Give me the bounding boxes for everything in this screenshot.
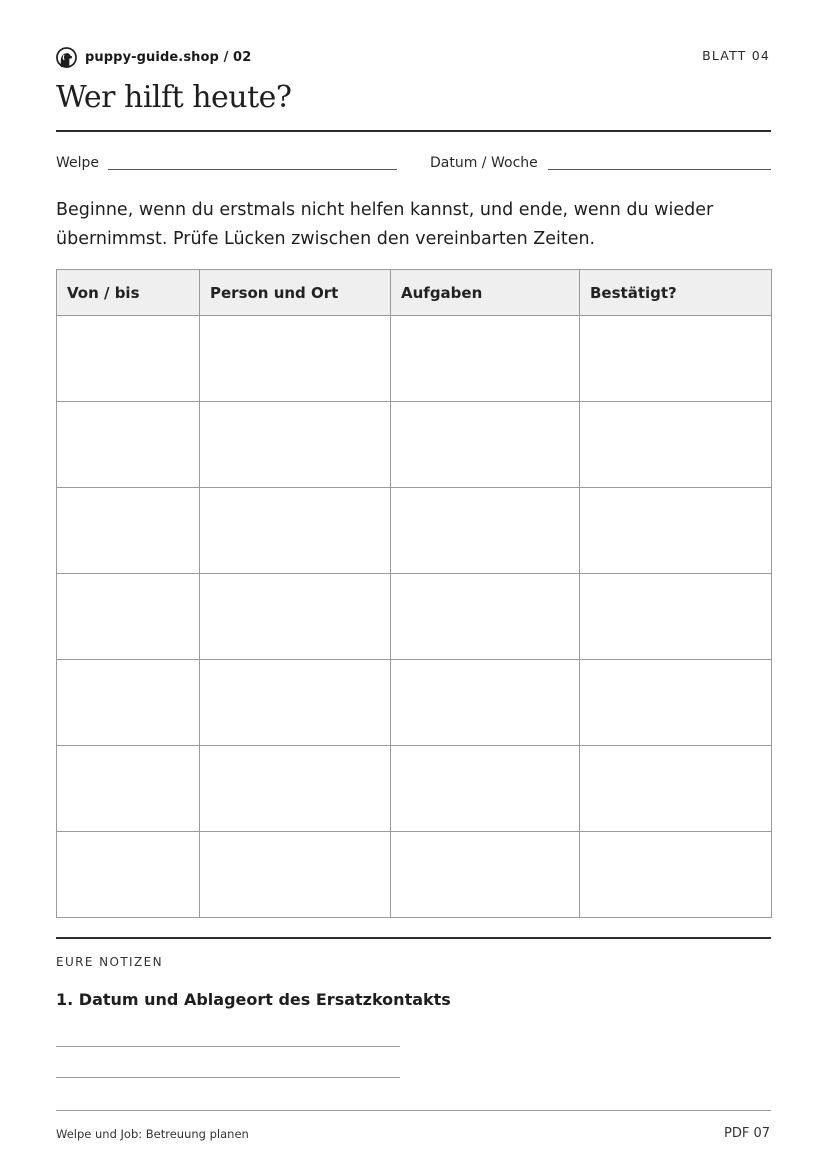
table-cell[interactable] [200, 660, 391, 746]
footer-title: Welpe und Job: Betreuung planen [56, 1127, 249, 1141]
puppy-field-label: Welpe [56, 155, 100, 171]
table-cell[interactable] [57, 574, 200, 660]
column-header-confirmed: Bestätigt? [580, 270, 772, 316]
table-row [57, 316, 772, 402]
footer-page-number: PDF 07 [723, 1126, 770, 1141]
table-cell[interactable] [391, 746, 580, 832]
table-row [57, 574, 772, 660]
puppy-field[interactable] [108, 169, 397, 170]
table-row [57, 488, 772, 574]
table-cell[interactable] [580, 660, 772, 746]
footer-divider [56, 1110, 771, 1111]
table-cell[interactable] [580, 316, 772, 402]
brand-name: puppy-guide.shop / 02 [85, 49, 252, 65]
table-cell[interactable] [391, 316, 580, 402]
date-field-label: Datum / Woche [430, 155, 538, 171]
table-cell[interactable] [580, 746, 772, 832]
table-cell[interactable] [391, 488, 580, 574]
page-title: Wer hilft heute? [56, 80, 292, 115]
brand [56, 46, 251, 68]
table-cell[interactable] [391, 402, 580, 488]
table-row [57, 402, 772, 488]
table-cell[interactable] [200, 402, 391, 488]
table-row [57, 746, 772, 832]
notes-divider [56, 937, 771, 939]
table-cell[interactable] [57, 832, 200, 918]
table-cell[interactable] [391, 574, 580, 660]
table-cell[interactable] [57, 402, 200, 488]
schedule-table [56, 269, 772, 918]
table-cell[interactable] [57, 488, 200, 574]
column-header-tasks: Aufgaben [391, 270, 580, 316]
table-cell[interactable] [57, 316, 200, 402]
intro-text: Beginne, wenn du erstmals nicht helfen kannst, und ende, wenn du wieder übernimmst. Prüfe Lücken zwischen den vereinbarten Zeiten. [56, 200, 714, 249]
table-cell[interactable] [580, 402, 772, 488]
table-cell[interactable] [200, 488, 391, 574]
table-cell[interactable] [57, 746, 200, 832]
sheet-number: BLATT 04 [702, 48, 770, 63]
table-cell[interactable] [580, 488, 772, 574]
table-cell[interactable] [200, 316, 391, 402]
table-cell[interactable] [391, 832, 580, 918]
notes-write-line[interactable] [56, 1046, 400, 1047]
table-cell[interactable] [200, 574, 391, 660]
table-row [57, 660, 772, 746]
table-header-row [57, 270, 772, 316]
column-header-time: Von / bis [57, 270, 200, 316]
header-divider [56, 130, 771, 132]
table-cell[interactable] [580, 832, 772, 918]
table-cell[interactable] [580, 574, 772, 660]
table-cell[interactable] [391, 660, 580, 746]
table-cell[interactable] [200, 832, 391, 918]
table-cell[interactable] [57, 660, 200, 746]
notes-question: 1. Datum und Ablageort des Ersatzkontakts [56, 990, 451, 1009]
table-row [57, 832, 772, 918]
column-header-person: Person und Ort [200, 270, 391, 316]
dog-logo-icon [56, 47, 77, 68]
notes-write-line[interactable] [56, 1077, 400, 1078]
date-field[interactable] [548, 169, 771, 170]
notes-heading: EURE NOTIZEN [56, 955, 163, 969]
table-cell[interactable] [200, 746, 391, 832]
